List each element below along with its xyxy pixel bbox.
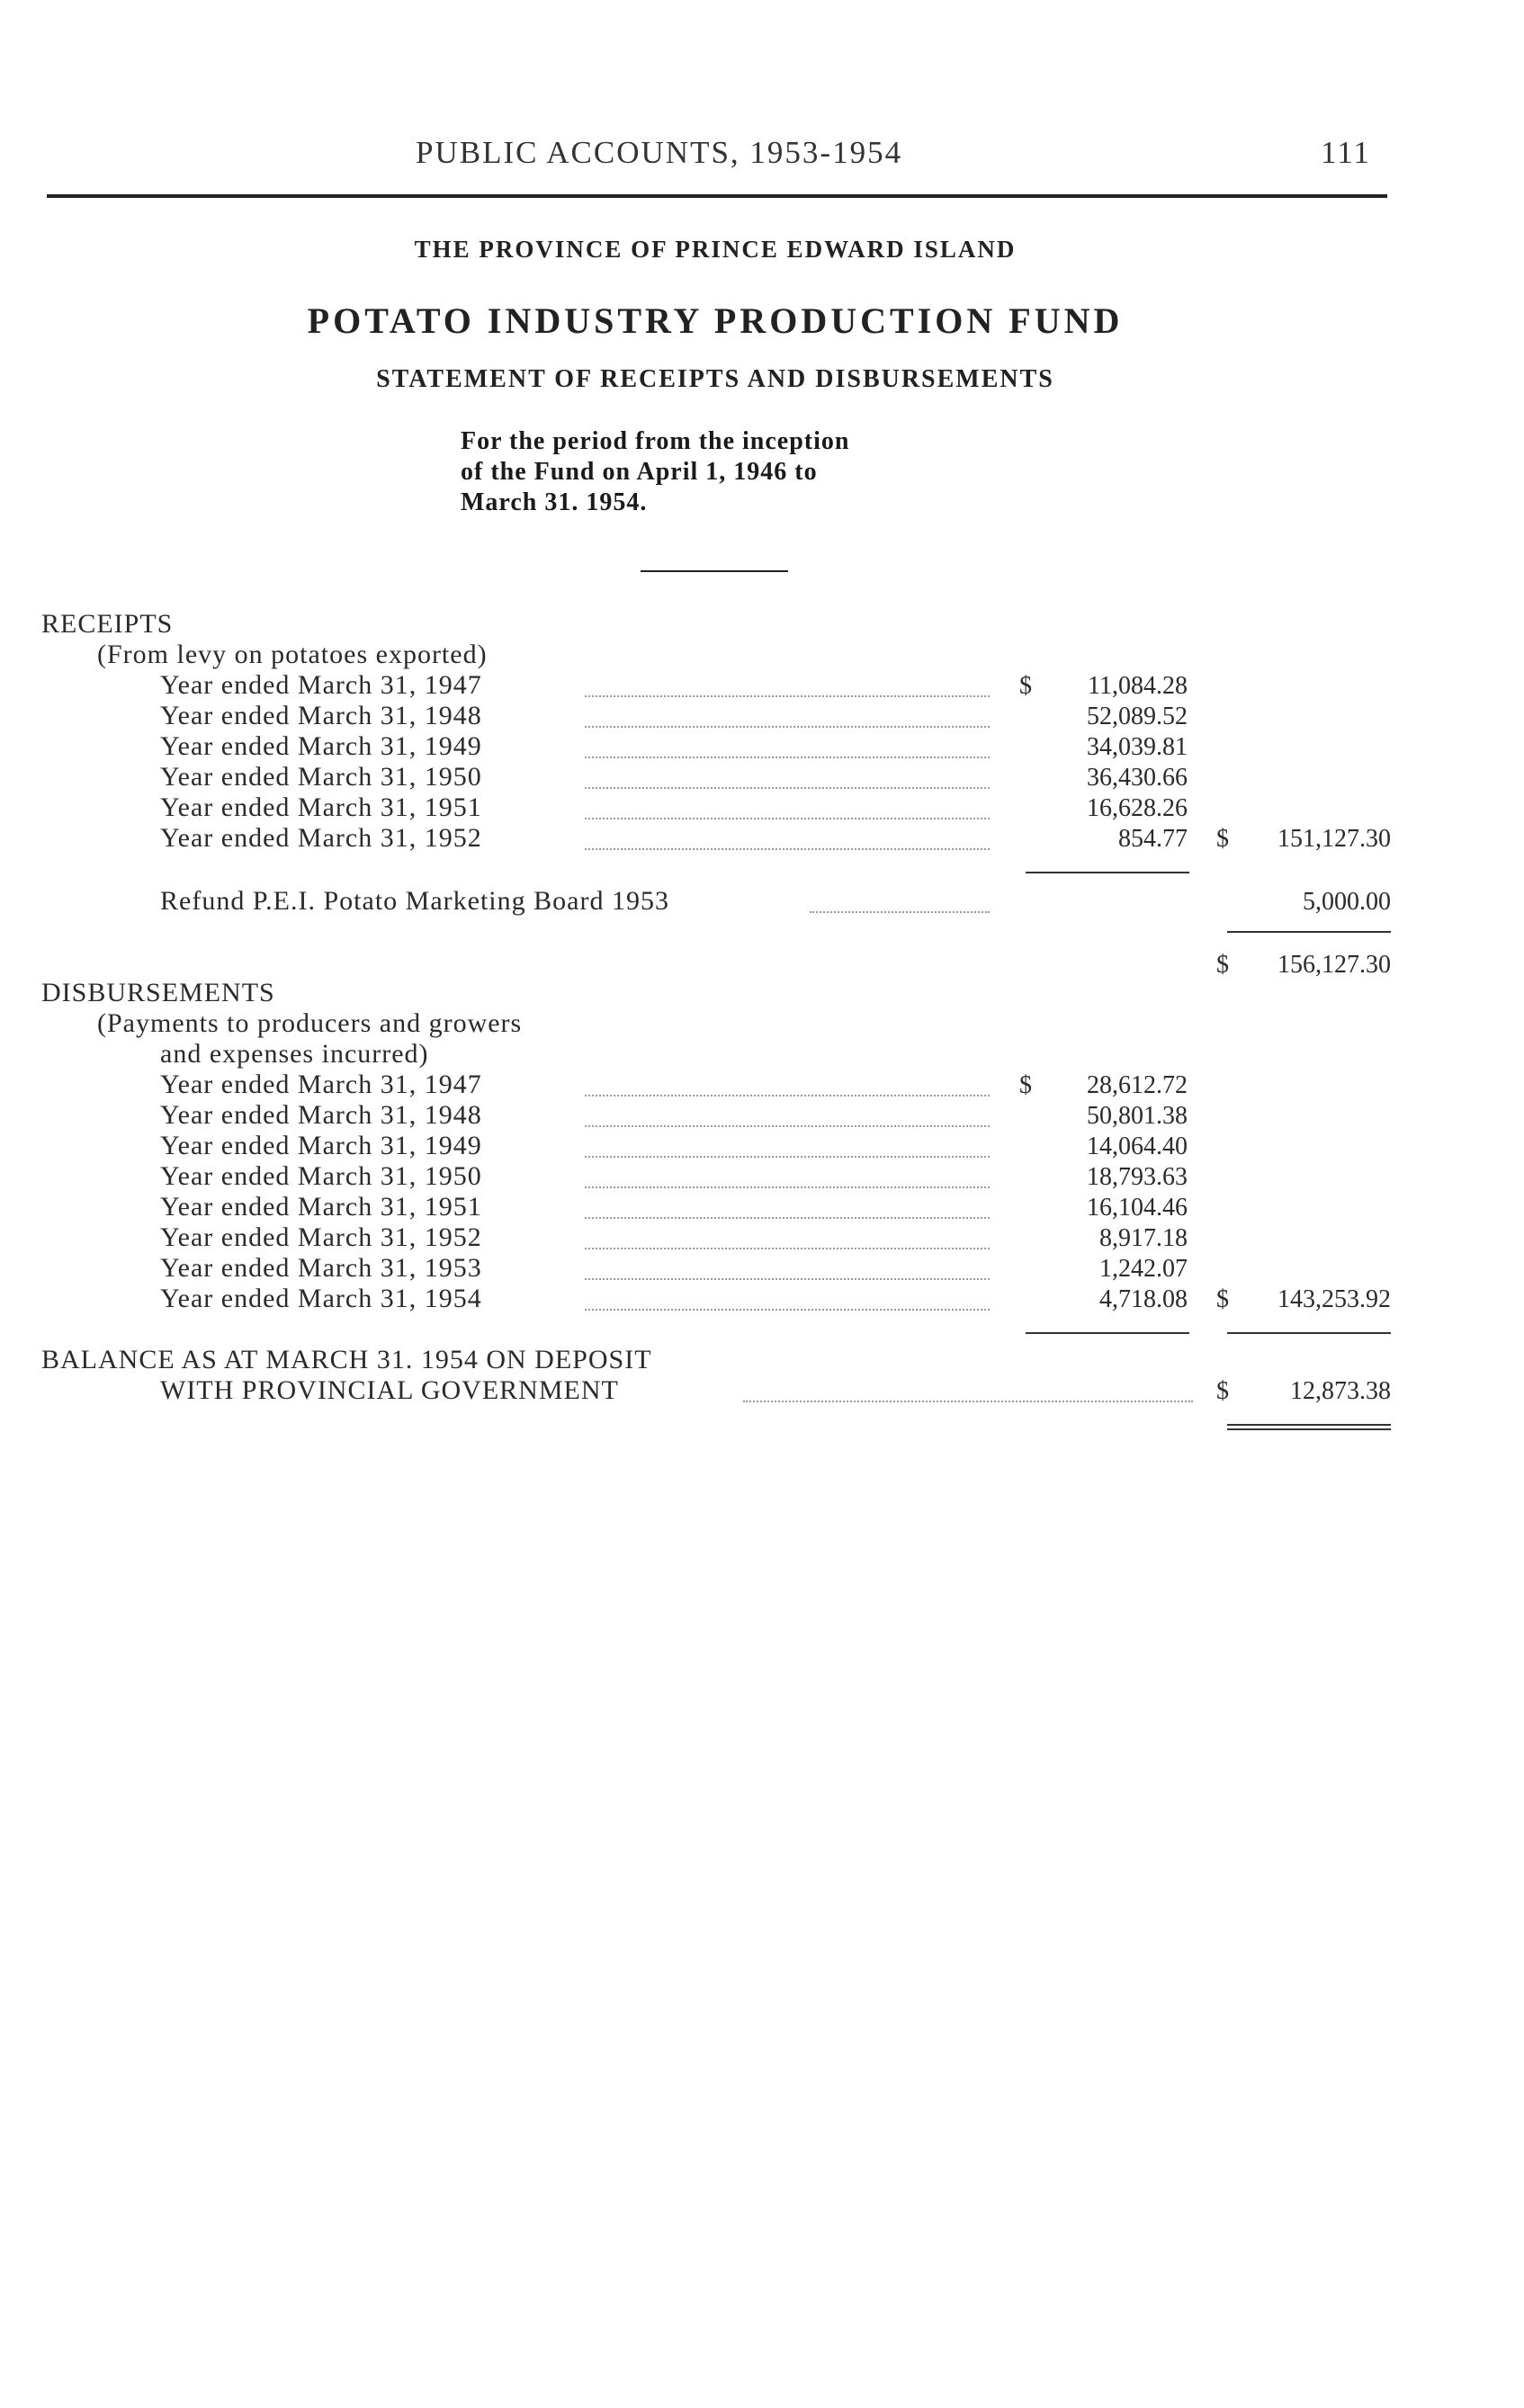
subtotal-rule: [1026, 1332, 1189, 1334]
leader-dots: [585, 1156, 990, 1158]
section-divider: [641, 570, 788, 572]
currency-symbol: $: [1216, 1377, 1229, 1405]
leader-dots: [585, 1248, 990, 1249]
disbursement-row-label: Year ended March 31, 1950: [160, 1161, 482, 1191]
disbursement-row-amount: 50,801.38: [1087, 1102, 1188, 1130]
disbursement-row-label: Year ended March 31, 1951: [160, 1192, 482, 1222]
balance-amount: 12,873.38: [1290, 1377, 1391, 1405]
currency-symbol: $: [1216, 1285, 1229, 1313]
receipt-row-amount: 52,089.52: [1087, 703, 1188, 730]
balance-label: WITH PROVINCIAL GOVERNMENT: [160, 1375, 619, 1405]
leader-dots: [585, 695, 990, 697]
disbursements-note: and expenses incurred): [160, 1039, 429, 1069]
currency-symbol: $: [1019, 672, 1032, 700]
refund-label: Refund P.E.I. Potato Marketing Board 1953: [160, 886, 669, 916]
leader-dots: [585, 848, 990, 850]
disbursement-row-label: Year ended March 31, 1953: [160, 1253, 482, 1283]
receipt-row-amount: 36,430.66: [1087, 764, 1188, 792]
receipt-row-label: Year ended March 31, 1950: [160, 762, 482, 792]
currency-symbol: $: [1216, 825, 1229, 853]
period-line: For the period from the inception: [461, 427, 850, 455]
leader-dots: [585, 1186, 990, 1188]
receipts-total: 156,127.30: [1277, 951, 1391, 979]
disbursement-row-label: Year ended March 31, 1949: [160, 1131, 482, 1160]
receipt-row-label: Year ended March 31, 1949: [160, 731, 482, 761]
disbursement-row-amount: 16,104.46: [1087, 1194, 1188, 1222]
disbursement-row-amount: 14,064.40: [1087, 1132, 1188, 1160]
period-line: of the Fund on April 1, 1946 to: [461, 458, 818, 486]
statement-title: STATEMENT OF RECEIPTS AND DISBURSEMENTS: [376, 365, 1054, 393]
currency-symbol: $: [1216, 951, 1229, 979]
leader-dots: [585, 1095, 990, 1097]
fund-title: POTATO INDUSTRY PRODUCTION FUND: [307, 300, 1124, 341]
disbursement-row-label: Year ended March 31, 1954: [160, 1284, 482, 1313]
leader-dots: [743, 1401, 1193, 1402]
page-number: 111: [1321, 135, 1371, 170]
disbursement-row-amount: 8,917.18: [1099, 1224, 1188, 1252]
leader-dots: [810, 911, 990, 913]
receipt-row-label: Year ended March 31, 1947: [160, 670, 482, 700]
receipt-row-amount: 11,084.28: [1088, 672, 1188, 700]
total-rule: [1227, 931, 1391, 933]
balance-double-rule: [1227, 1428, 1391, 1430]
leader-dots: [585, 756, 990, 758]
refund-amount: 5,000.00: [1303, 888, 1391, 916]
receipts-note: (From levy on potatoes exported): [97, 640, 488, 669]
disbursement-row-label: Year ended March 31, 1947: [160, 1070, 482, 1099]
disbursements-note: (Payments to producers and growers: [97, 1008, 523, 1038]
disbursement-row-amount: 1,242.07: [1099, 1255, 1188, 1283]
leader-dots: [585, 787, 990, 789]
leader-dots: [585, 1309, 990, 1311]
disbursement-row-amount: 28,612.72: [1087, 1071, 1188, 1099]
leader-dots: [585, 1217, 990, 1219]
running-title: PUBLIC ACCOUNTS, 1953-1954: [416, 135, 903, 170]
receipt-row-label: Year ended March 31, 1948: [160, 701, 482, 730]
receipt-row-label: Year ended March 31, 1951: [160, 792, 482, 822]
subtotal-rule: [1026, 872, 1189, 873]
disbursements-total: 143,253.92: [1277, 1285, 1391, 1313]
disbursement-row-amount: 18,793.63: [1087, 1163, 1188, 1191]
balance-label: BALANCE AS AT MARCH 31. 1954 ON DEPOSIT: [41, 1345, 652, 1374]
disbursement-row-amount: 4,718.08: [1099, 1285, 1188, 1313]
leader-dots: [585, 1125, 990, 1127]
balance-double-rule: [1227, 1424, 1391, 1426]
disbursement-row-label: Year ended March 31, 1948: [160, 1100, 482, 1130]
leader-dots: [585, 1278, 990, 1280]
leader-dots: [585, 818, 990, 819]
receipt-row-label: Year ended March 31, 1952: [160, 823, 482, 853]
leader-dots: [585, 726, 990, 728]
receipt-row-amount: 16,628.26: [1087, 794, 1188, 822]
receipt-row-amount: 854.77: [1118, 825, 1188, 853]
province-heading: THE PROVINCE OF PRINCE EDWARD ISLAND: [414, 236, 1017, 263]
disbursement-row-label: Year ended March 31, 1952: [160, 1222, 482, 1252]
receipt-row-amount: 34,039.81: [1087, 733, 1188, 761]
period-note: [461, 426, 849, 518]
receipts-heading: RECEIPTS: [41, 609, 174, 639]
currency-symbol: $: [1019, 1071, 1032, 1099]
disbursements-heading: DISBURSEMENTS: [41, 978, 275, 1007]
total-rule: [1227, 1332, 1391, 1334]
receipts-subtotal: 151,127.30: [1277, 825, 1391, 853]
period-line: March 31. 1954.: [461, 488, 648, 516]
header-rule: [47, 194, 1387, 198]
